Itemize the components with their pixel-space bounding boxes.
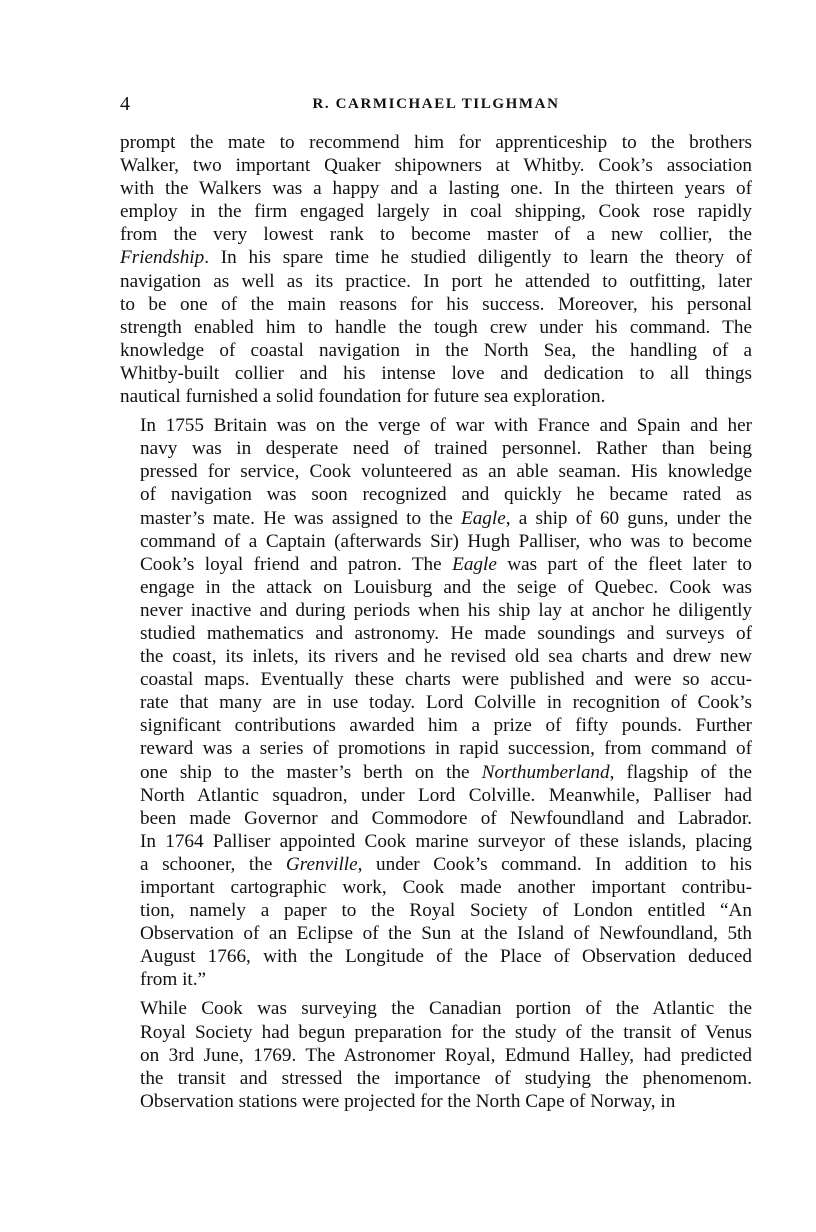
text-line: pressed for service, Cook volunteered as an able seaman. His knowledge [140,461,752,483]
text-line: Observation of an Eclipse of the Sun at the Island of Newfoundland, 5th [140,923,752,945]
text-line: employ in the firm engaged largely in coal shipping, Cook rose rapidly [120,201,752,223]
text-line: to be one of the main reasons for his success. Moreover, his personal [120,293,752,315]
text-line: the transit and stressed the importance of studying the phenomenom. [140,1067,752,1089]
ship-name: Northumberland [481,761,610,783]
paragraph [120,131,752,408]
text-line: knowledge of coastal navigation in the North Sea, the handling of a [120,339,752,361]
text-line: one ship to the master’s berth on the Northumberland, flagship of the [140,761,752,783]
text-line: on 3rd June, 1769. The Astronomer Royal, Edmund Halley, had predicted [140,1044,752,1066]
text-line: In 1755 Britain was on the verge of war with France and Spain and her [140,415,752,437]
text-line: In 1764 Palliser appointed Cook marine surveyor of these islands, placing [140,830,752,852]
text-line: significant contributions awarded him a prize of fifty pounds. Further [140,715,752,737]
ship-name: Friendship [120,247,205,269]
text-line: been made Governor and Commodore of Newfoundland and Labrador. [140,807,752,829]
text-line: command of a Captain (afterwards Sir) Hugh Palliser, who was to become [140,530,752,552]
page-number: 4 [120,93,130,115]
text-line: navy was in desperate need of trained personnel. Rather than being [140,438,752,460]
text-line: Observation stations were projected for the North Cape of Norway, in [140,1090,676,1112]
body-text [120,131,752,1113]
text-line: Whitby-built collier and his intense love and dedication to all things [120,362,752,384]
text-line: strength enabled him to handle the tough crew under his command. The [120,316,752,338]
text-line: nautical furnished a solid foundation for future sea exploration. [120,386,606,408]
text-line: Royal Society had begun preparation for the study of the transit of Venus [140,1021,752,1043]
paragraph [120,414,752,991]
text-line: navigation as well as its practice. In port he attended to outfitting, later [120,270,752,292]
running-head: R. CARMICHAEL TILGHMAN [312,96,560,112]
text-line: the coast, its inlets, its rivers and he revised old sea charts and drew new [140,646,752,668]
text-line: studied mathematics and astronomy. He made soundings and surveys of [140,622,752,644]
text-line: with the Walkers was a happy and a lasting one. In the thirteen years of [120,178,752,200]
text-line: master’s mate. He was assigned to the Eagle, a ship of 60 guns, under the [140,507,752,529]
text-line: from it.” [140,969,207,991]
text-line: never inactive and during periods when his ship lay at anchor he diligently [140,599,752,621]
text-line: North Atlantic squadron, under Lord Colville. Meanwhile, Palliser had [140,784,752,806]
ship-name: Grenville [285,853,358,875]
text-line: engage in the attack on Louisburg and the seige of Quebec. Cook was [140,576,752,598]
text-line: tion, namely a paper to the Royal Society of London entitled “An [140,900,752,922]
text-line: important cartographic work, Cook made another important contribu- [140,877,752,898]
text-line: coastal maps. Eventually these charts were published and were so accu- [140,669,752,691]
page-header [120,90,752,118]
text-line: a schooner, the Grenville, under Cook’s command. In addition to his [140,853,752,875]
text-line: Friendship. In his spare time he studied diligently to learn the theory of [120,247,752,269]
text-line: reward was a series of promotions in rapid succession, from command of [140,738,752,760]
ship-name: Eagle [460,507,506,529]
text-line: of navigation was soon recognized and quickly he became rated as [140,484,752,506]
ship-name: Eagle [452,553,497,575]
text-line: August 1766, with the Longitude of the Place of Observation deduced [140,946,752,968]
text-line: While Cook was surveying the Canadian portion of the Atlantic the [140,998,752,1020]
text-line: Cook’s loyal friend and patron. The Eagle was part of the fleet later to [140,553,752,575]
paragraph [120,997,752,1112]
text-line: from the very lowest rank to become master of a new collier, the [120,224,752,246]
text-line: prompt the mate to recommend him for apprenticeship to the brothers [120,132,752,153]
text-line: rate that many are in use today. Lord Colville in recognition of Cook’s [140,692,752,714]
text-line: Walker, two important Quaker shipowners at Whitby. Cook’s association [120,155,752,177]
